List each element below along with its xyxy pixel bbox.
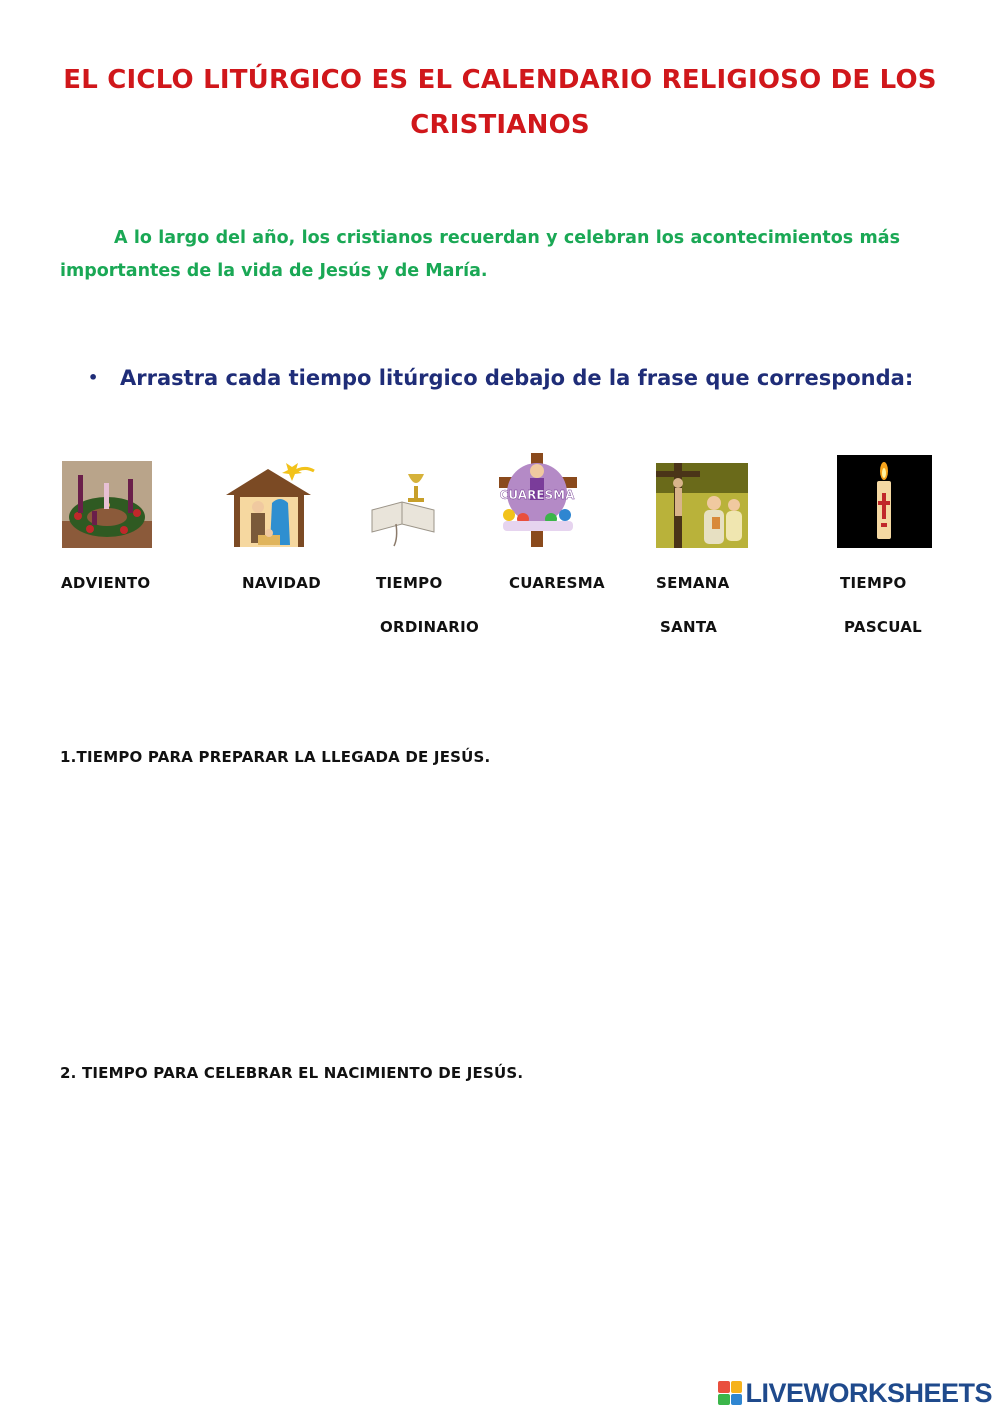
label-navidad[interactable]: NAVIDAD	[242, 574, 321, 592]
bible-chalice-image	[368, 462, 438, 548]
label-tiempo-ordinario-line2[interactable]: ORDINARIO	[380, 618, 480, 636]
liveworksheets-logo	[718, 1379, 992, 1407]
label-semana-santa-line2[interactable]: SANTA	[660, 618, 718, 636]
logo-square-green	[718, 1394, 730, 1406]
logo-square-yellow	[731, 1381, 743, 1393]
instruction	[88, 362, 913, 394]
worksheet-title: EL CICLO LITÚRGICO ES EL CALENDARIO RELIGIOSO DE LOS CRISTIANOS	[63, 65, 937, 140]
label-adviento[interactable]: ADVIENTO	[61, 574, 151, 592]
question-2: 2. TIEMPO PARA CELEBRAR EL NACIMIENTO DE JESÚS.	[60, 1064, 524, 1082]
intro-paragraph: A lo largo del año, los cristianos recuerdan y celebran los acontecimientos más importantes de la vida de Jesús y de María.	[60, 228, 900, 281]
label-semana-santa-line1[interactable]: SEMANA	[656, 574, 730, 592]
logo-mark-icon	[718, 1381, 742, 1405]
nativity-image	[222, 461, 315, 549]
label-tiempo-pascual-line2[interactable]: PASCUAL	[844, 618, 923, 636]
logo-square-red	[718, 1381, 730, 1393]
cuaresma-image	[493, 449, 583, 549]
question-1: 1.TIEMPO PARA PREPARAR LA LLEGADA DE JESÚS.	[60, 748, 491, 766]
instruction-text: Arrastra cada tiempo litúrgico debajo de la frase que corresponda:	[120, 366, 914, 390]
bullet-icon: •	[88, 368, 99, 387]
label-tiempo-pascual-line1[interactable]: TIEMPO	[840, 574, 907, 592]
holy-week-image	[656, 463, 748, 548]
logo-text: LIVEWORKSHEETS	[745, 1377, 992, 1408]
label-cuaresma[interactable]: CUARESMA	[509, 574, 605, 592]
cuaresma-sign-text: CUARESMA	[499, 488, 575, 502]
logo-square-blue	[731, 1394, 743, 1406]
advent-wreath-image	[62, 461, 152, 548]
label-tiempo-ordinario-line1[interactable]: TIEMPO	[376, 574, 443, 592]
paschal-candle-image	[837, 455, 932, 548]
